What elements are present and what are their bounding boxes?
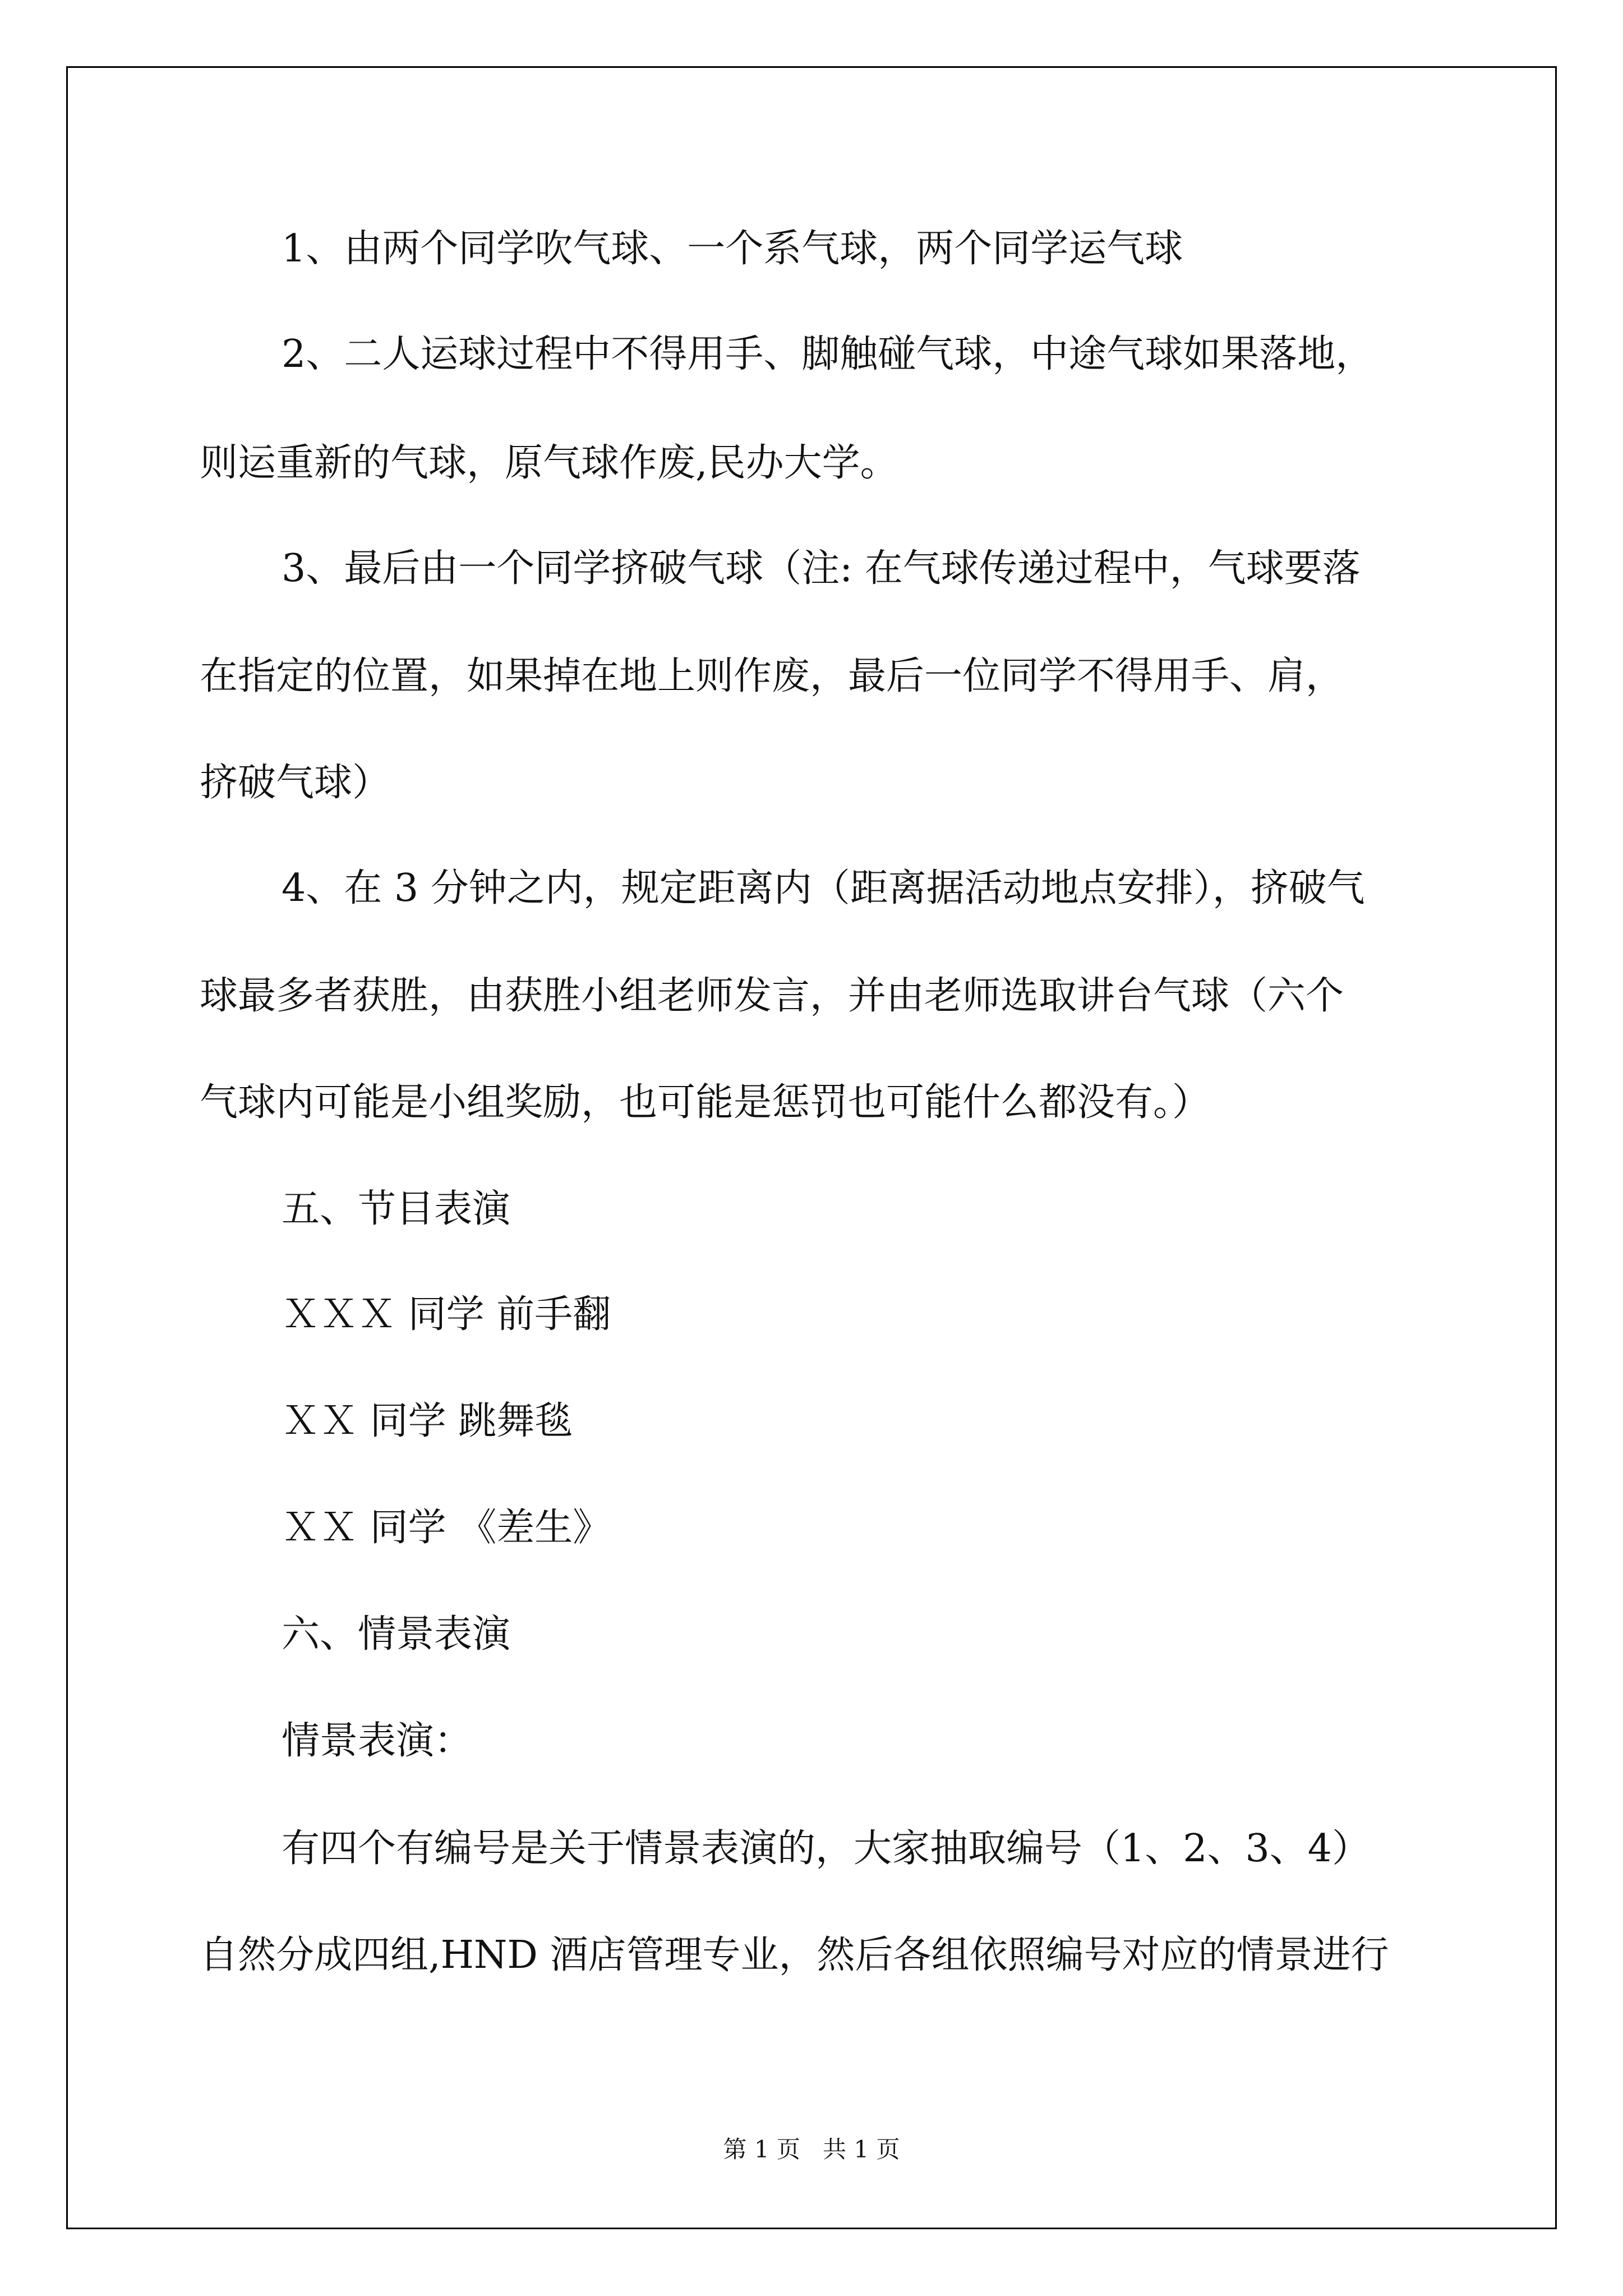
text-line: 4、在 3 分钟之内，规定距离内（距离据活动地点安排），挤破气: [282, 866, 1365, 910]
page-border: [66, 66, 1557, 2229]
text-line: 自然分成四组,HND 酒店管理专业，然后各组依照编号对应的情景进行: [200, 1933, 1389, 1977]
text-line: 1、由两个同学吹气球、一个系气球，两个同学运气球: [282, 227, 1183, 271]
text-line: 球最多者获胜，由获胜小组老师发言，并由老师选取讲台气球（六个: [200, 974, 1344, 1018]
text-line: 2、二人运球过程中不得用手、脚触碰气球，中途气球如果落地，: [282, 332, 1374, 376]
text-line: ＸＸ 同学 跳舞毯: [282, 1399, 573, 1443]
text-line: 气球内可能是小组奖励，也可能是惩罚也可能什么都没有。）: [200, 1080, 1211, 1125]
text-line: ＸＸ 同学 《差生》: [282, 1506, 611, 1550]
text-line: 则运重新的气球，原气球作废,民办大学。: [200, 441, 898, 485]
page-footer: 第 1 页 共 1 页: [723, 2136, 900, 2163]
text-line: ＸＸＸ 同学 前手翻: [282, 1292, 611, 1337]
text-line: 在指定的位置，如果掉在地上则作废，最后一位同学不得用手、肩，: [200, 654, 1344, 698]
text-line: 挤破气球）: [200, 761, 391, 805]
text-line: 有四个有编号是关于情景表演的，大家抽取编号（1、2、3、4）: [282, 1826, 1371, 1871]
section-heading: 六、情景表演: [282, 1612, 511, 1657]
text-line: 3、最后由一个同学挤破气球（注: 在气球传递过程中，气球要落: [282, 546, 1361, 591]
text-line: 情景表演：: [282, 1719, 473, 1763]
section-heading: 五、节目表演: [282, 1187, 511, 1231]
